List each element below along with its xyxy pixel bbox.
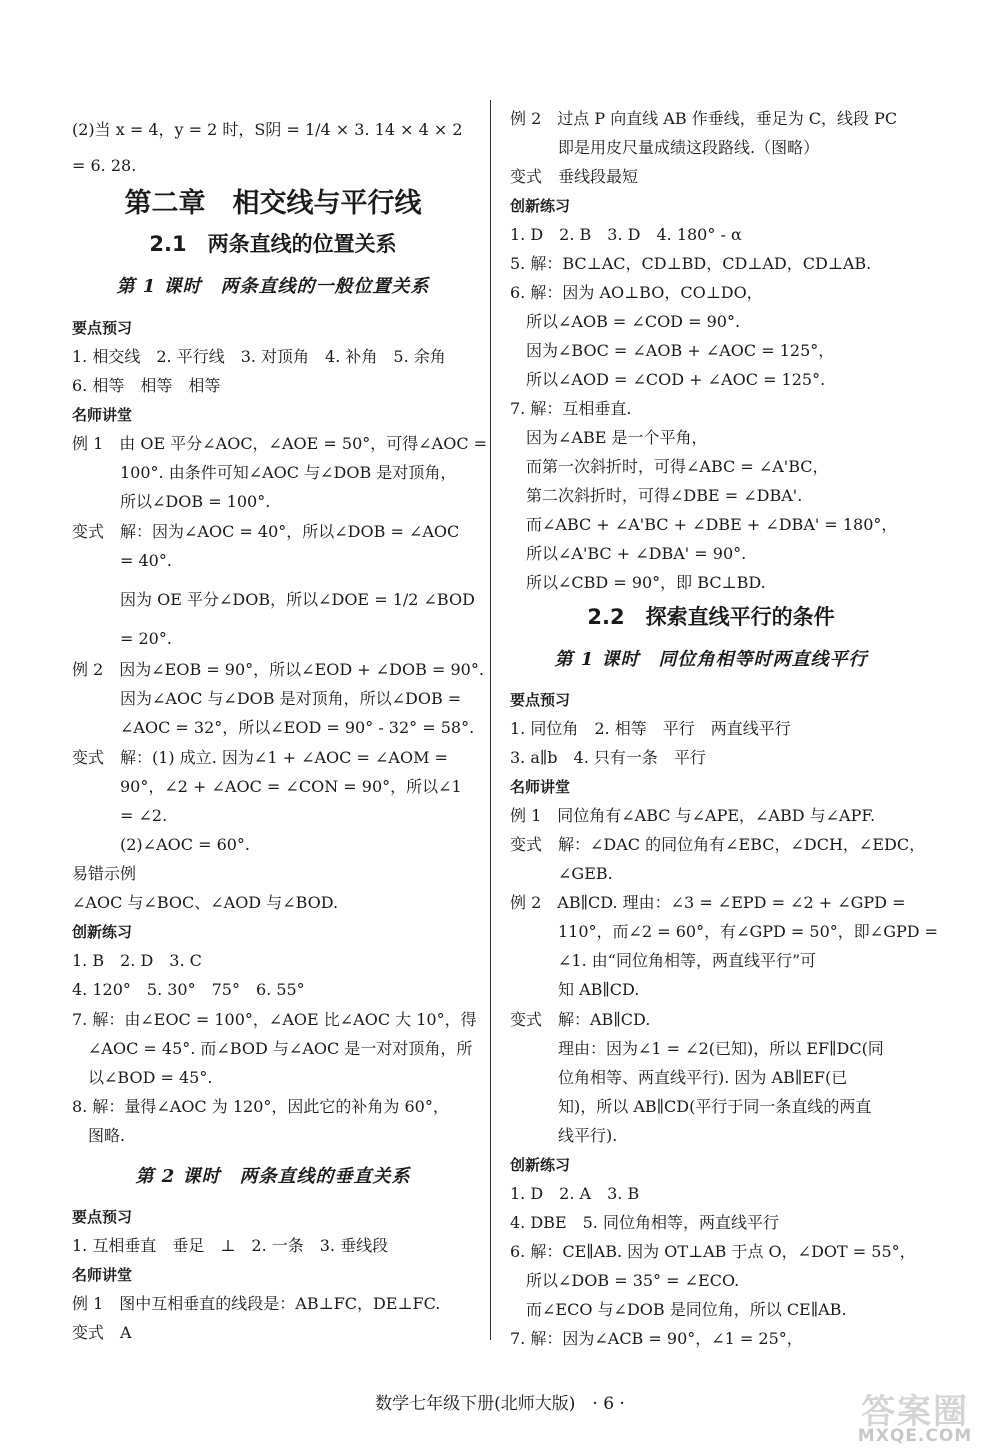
text-line: 而第一次斜折时，可得∠ABC = ∠A'BC， — [510, 457, 829, 476]
text-line: (2)当 x = 4，y = 2 时，S阴 = 1/4 × 3. 14 × 4 × 2 — [72, 120, 463, 139]
text-line: 110°，而∠2 = 60°，有∠GPD = 50°，即∠GPD = — [510, 922, 939, 941]
text-line: 1. 同位角 2. 相等 平行 两直线平行 — [510, 719, 791, 738]
text-line: = 6. 28. — [72, 156, 137, 175]
text-line: 所以∠A'BC + ∠DBA' = 90°. — [510, 544, 747, 563]
text-line: 线平行). — [510, 1126, 618, 1145]
text-line: 变式 解：因为∠AOC = 40°，所以∠DOB = ∠AOC — [72, 522, 460, 541]
h-heading: 要点预习 — [72, 1208, 133, 1226]
text-line: 变式 垂线段最短 — [510, 167, 639, 186]
h-heading: 创新练习 — [510, 197, 571, 215]
text-line: 4. 120° 5. 30° 75° 6. 55° — [72, 980, 305, 999]
text-line: 而∠ABC + ∠A'BC + ∠DBE + ∠DBA' = 180°， — [510, 515, 898, 534]
text-line: 知)，所以 AB∥CD(平行于同一条直线的两直 — [510, 1097, 872, 1116]
text-line: 例 1 图中互相垂直的线段是：AB⊥FC，DE⊥FC. — [72, 1294, 441, 1313]
chapter-heading: 第二章 相交线与平行线 — [124, 188, 422, 219]
text-line: 3. a∥b 4. 只有一条 平行 — [510, 748, 706, 767]
text-line: 所以∠DOB = 100°. — [72, 492, 271, 511]
lesson-heading: 第 1 课时 同位角相等时两直线平行 — [554, 649, 868, 670]
text-line: = 40°. — [72, 551, 172, 570]
text-line: 例 1 由 OE 平分∠AOC，∠AOE = 50°，可得∠AOC = — [72, 434, 488, 453]
text-line: 5. 解：BC⊥AC，CD⊥BD，CD⊥AD，CD⊥AB. — [510, 254, 872, 273]
text-line: 理由：因为∠1 = ∠2(已知)，所以 EF∥DC(同 — [510, 1039, 884, 1058]
section-heading: 2.2 探索直线平行的条件 — [587, 605, 835, 629]
text-line: 变式 解：∠DAC 的同位角有∠EBC，∠DCH，∠EDC， — [510, 835, 926, 854]
text-line: ∠AOC 与∠BOC、∠AOD 与∠BOD. — [72, 893, 339, 912]
text-line: = ∠2. — [72, 806, 168, 825]
section-heading: 2.1 两条直线的位置关系 — [149, 232, 397, 256]
text-line: = 20°. — [72, 629, 172, 648]
text-line: 例 1 同位角有∠ABC 与∠APE，∠ABD 与∠APF. — [510, 806, 876, 825]
text-line: 7. 解：互相垂直. — [510, 399, 632, 418]
text-line: 8. 解：量得∠AOC 为 120°，因此它的补角为 60°， — [72, 1097, 449, 1116]
text-line: 例 2 过点 P 向直线 AB 作垂线，垂足为 C，线段 PC — [510, 109, 898, 128]
text-line: 90°，∠2 + ∠AOC = ∠CON = 90°，所以∠1 — [72, 777, 462, 796]
text-line: ∠AOC = 45°. 而∠BOD 与∠AOC 是一对对顶角，所 — [72, 1039, 473, 1058]
text-line: 6. 解：CE∥AB. 因为 OT⊥AB 于点 O，∠DOT = 55°， — [510, 1242, 916, 1261]
text-line: 1. D 2. A 3. B — [510, 1184, 640, 1203]
page-footer: 数学七年级下册(北师大版) · 6 · — [375, 1394, 625, 1414]
text-line: (2)∠AOC = 60°. — [72, 835, 251, 854]
text-line: 即是用皮尺量成绩这段路线.（图略） — [510, 138, 820, 157]
h-heading: 创新练习 — [72, 923, 133, 941]
text-line: 而∠ECO 与∠DOB 是同位角，所以 CE∥AB. — [510, 1300, 847, 1319]
text-line: 所以∠DOB = 35° = ∠ECO. — [510, 1271, 740, 1290]
h-heading: 要点预习 — [510, 691, 571, 709]
text-line: 因为∠ABE 是一个平角， — [510, 428, 708, 447]
text-line: 知 AB∥CD. — [510, 980, 640, 999]
column-divider — [490, 100, 491, 1340]
text-line: 所以∠AOD = ∠COD + ∠AOC = 125°. — [510, 370, 826, 389]
h-heading: 要点预习 — [72, 319, 133, 337]
text-line: 第二次斜折时，可得∠DBE = ∠DBA'. — [510, 486, 803, 505]
text-line: 7. 解：因为∠ACB = 90°，∠1 = 25°， — [510, 1329, 803, 1348]
text-line: 例 2 因为∠EOB = 90°，所以∠EOD + ∠DOB = 90°. — [72, 660, 484, 679]
text-line: 100°. 由条件可知∠AOC 与∠DOB 是对顶角， — [72, 463, 457, 482]
h-heading: 创新练习 — [510, 1156, 571, 1174]
text-line: 6. 相等 相等 相等 — [72, 376, 221, 395]
text-line: 图略. — [72, 1126, 126, 1145]
text-line: 6. 解：因为 AO⊥BO，CO⊥DO， — [510, 283, 763, 302]
text-line: 1. D 2. B 3. D 4. 180° - α — [510, 225, 742, 244]
text-line: 例 2 AB∥CD. 理由：∠3 = ∠EPD = ∠2 + ∠GPD = — [510, 893, 906, 912]
text-line: 1. B 2. D 3. C — [72, 951, 202, 970]
text-line: 位角相等、两直线平行). 因为 AB∥EF(已 — [510, 1068, 848, 1087]
text-line: 以∠BOD = 45°. — [72, 1068, 213, 1087]
h-heading: 名师讲堂 — [510, 778, 571, 796]
text-line: 1. 互相垂直 垂足 ⊥ 2. 一条 3. 垂线段 — [72, 1236, 389, 1255]
text-line: 因为∠BOC = ∠AOB + ∠AOC = 125°， — [510, 341, 835, 360]
text-line: 易错示例 — [72, 864, 137, 883]
text-line: 4. DBE 5. 同位角相等，两直线平行 — [510, 1213, 779, 1232]
watermark-logo — [840, 1378, 990, 1448]
text-line: 所以∠CBD = 90°，即 BC⊥BD. — [510, 573, 766, 592]
watermark-text: 答案圈 — [861, 1392, 969, 1432]
lesson-heading: 第 1 课时 两条直线的一般位置关系 — [116, 276, 430, 297]
text-line: 变式 解：(1) 成立. 因为∠1 + ∠AOC = ∠AOM = — [72, 748, 448, 767]
text-line: 所以∠AOB = ∠COD = 90°. — [510, 312, 741, 331]
watermark-url: MXQE.COM — [857, 1426, 973, 1446]
text-line: ∠1. 由“同位角相等，两直线平行”可 — [510, 951, 817, 970]
h-heading: 名师讲堂 — [72, 1266, 133, 1284]
text-line: 变式 A — [72, 1323, 132, 1342]
text-line: 7. 解：由∠EOC = 100°，∠AOE 比∠AOC 大 10°，得 — [72, 1010, 477, 1029]
text-line: ∠GEB. — [510, 864, 613, 883]
text-line: ∠AOC = 32°，所以∠EOD = 90° - 32° = 58°. — [72, 718, 475, 737]
text-line: 变式 解：AB∥CD. — [510, 1010, 651, 1029]
text-line: 1. 相交线 2. 平行线 3. 对顶角 4. 补角 5. 余角 — [72, 347, 446, 366]
text-line: 因为 OE 平分∠DOB，所以∠DOE = 1/2 ∠BOD — [72, 590, 475, 609]
text-line: 因为∠AOC 与∠DOB 是对顶角，所以∠DOB = — [72, 689, 462, 708]
h-heading: 名师讲堂 — [72, 406, 133, 424]
lesson-heading: 第 2 课时 两条直线的垂直关系 — [135, 1166, 411, 1187]
